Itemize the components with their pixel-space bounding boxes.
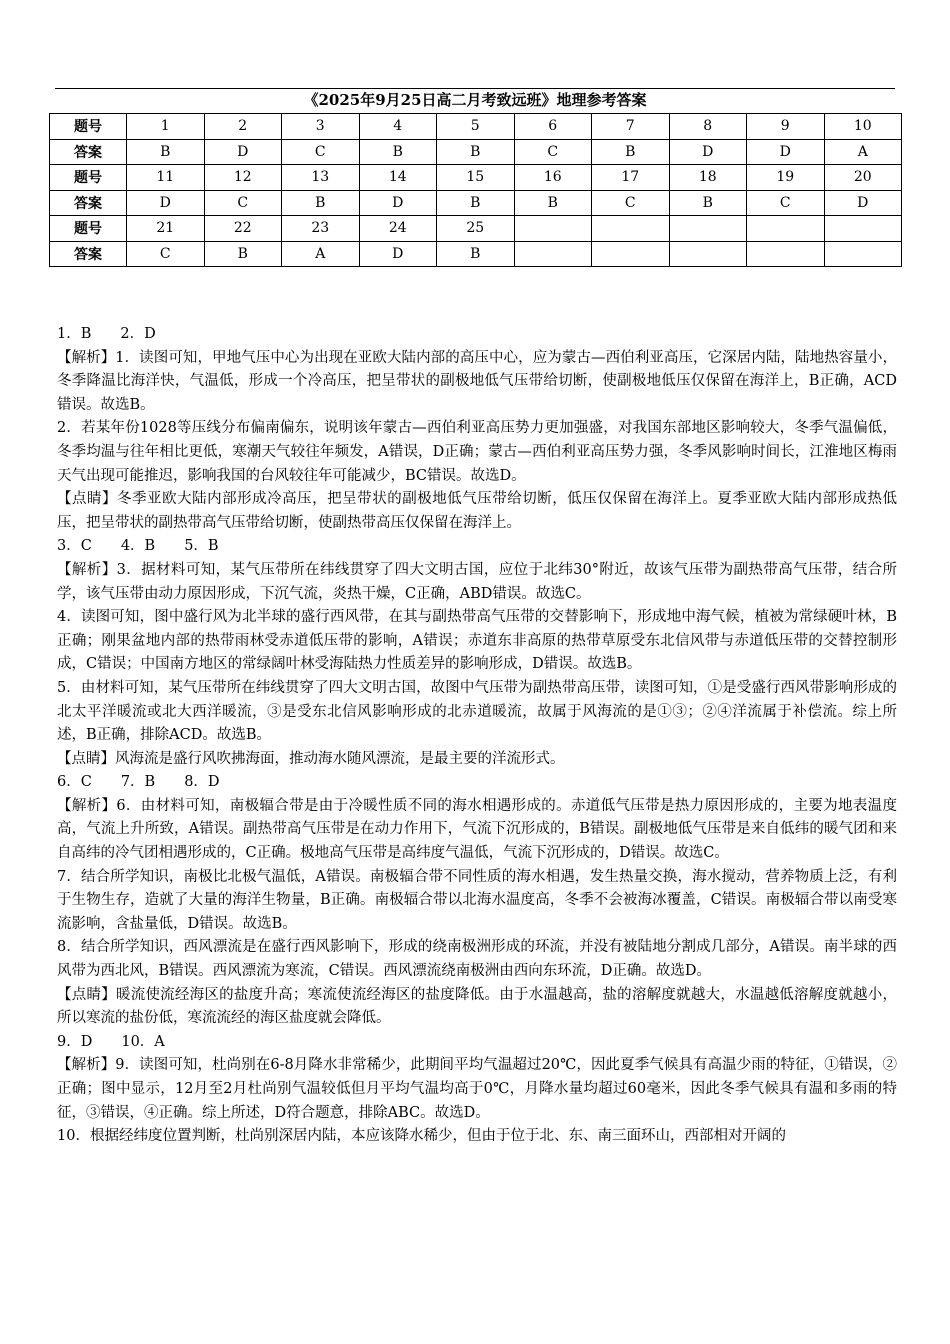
paragraph: 10．根据经纬度位置判断，杜尚别深居内陆，本应该降水稀少，但由于位于北、东、南三面环山，西部相对开阔的 [57, 1128, 786, 1145]
answer-cell: B [359, 139, 437, 165]
paragraph: 6．C 7．B 8．D [57, 774, 220, 791]
question-number-cell: 19 [747, 165, 825, 191]
table-row [50, 139, 902, 165]
paragraph: 【解析】9．读图可知，杜尚别在6-8月降水非常稀少，此期间平均气温超过20℃，因此夏季气候具有高温少雨的特征，①错误，②正确；图中显示，12月至2月杜尚别气温较低但月平均气温均高于0℃，月降水量均超过60毫米，因此冬季气候具有温和多雨的特征，③错误，④正确。综上所述，D符合题意，排除ABC。故选D。 [57, 1057, 897, 1121]
paragraph: 2．若某年份1028等压线分布偏南偏东，说明该年蒙古—西伯利亚高压势力更加强盛，对我国东部地区影响较大，冬季气温偏低，冬季均温与往年相比更低，寒潮天气较往年频发，A错误，D正确；蒙古—西伯利亚高压势力强，冬季风影响时间长，江淮地区梅雨天气出现可能推迟，影响我国的台风较往年可能减少，BC错误。故选D。 [57, 420, 897, 484]
question-number-cell: 11 [127, 165, 205, 191]
answer-cell: C [204, 190, 282, 216]
answer-cell: A [824, 139, 902, 165]
question-number-cell [592, 216, 670, 242]
question-number-cell: 18 [669, 165, 747, 191]
question-number-cell: 22 [204, 216, 282, 242]
row-header-question: 题号 [50, 114, 127, 140]
question-number-cell: 12 [204, 165, 282, 191]
question-number-cell: 4 [359, 114, 437, 140]
answer-cell: C [127, 241, 205, 267]
question-number-cell: 5 [437, 114, 515, 140]
answer-cell: B [437, 190, 515, 216]
row-header-answer: 答案 [50, 190, 127, 216]
question-number-cell: 21 [127, 216, 205, 242]
question-number-cell: 10 [824, 114, 902, 140]
answer-cell [747, 241, 825, 267]
paragraph: 4．读图可知，图中盛行风为北半球的盛行西风带，在其与副热带高气压带的交替影响下，形成地中海气候，植被为常绿硬叶林，B正确；刚果盆地内部的热带雨林受赤道低压带的影响，A错误；赤道东非高原的热带草原受东北信风带与赤道低压带的交替控制形成，C错误；中国南方地区的常绿阔叶林受海陆热力性质差异的影响形成，D错误。故选B。 [57, 609, 897, 673]
question-number-cell: 8 [669, 114, 747, 140]
answer-cell [824, 241, 902, 267]
answer-cell [514, 241, 592, 267]
answer-cell: C [592, 190, 670, 216]
answer-cell: B [204, 241, 282, 267]
paragraph: 【点睛】风海流是盛行风吹拂海面，推动海水随风漂流，是最主要的洋流形式。 [57, 750, 565, 767]
table-row [50, 165, 902, 191]
answer-cell: D [204, 139, 282, 165]
paragraph: 5．由材料可知，某气压带所在纬线贯穿了四大文明古国，故图中气压带为副热带高压带，读图可知，①是受盛行西风带影响形成的北太平洋暖流或北大西洋暖流，③是受东北信风影响形成的北赤道暖流，故属于风海流的是①③；②④洋流属于补偿流。综上所述，B正确，排除ACD。故选B。 [57, 679, 897, 744]
row-header-question: 题号 [50, 216, 127, 242]
answer-cell: D [127, 190, 205, 216]
top-rule [55, 88, 895, 89]
paragraph: 7．结合所学知识，南极比北极气温低，A错误。南极辐合带不同性质的海水相遇，发生热量交换，海水搅动，营养物质上泛，有利于生物生存，造就了大量的海洋生物量，B正确。南极辐合带以北海水温度高，冬季不会被海冰覆盖，C错误。南极辐合带以南受寒流影响，含盐量低，D错误。故选B。 [57, 868, 897, 932]
table-row [50, 241, 902, 267]
question-number-cell: 14 [359, 165, 437, 191]
answer-cell: B [514, 190, 592, 216]
question-number-cell: 15 [437, 165, 515, 191]
row-header-question: 题号 [50, 165, 127, 191]
answer-cell: B [437, 241, 515, 267]
answer-cell: D [669, 139, 747, 165]
answer-cell: B [669, 190, 747, 216]
paragraph: 【解析】1．读图可知，甲地气压中心为出现在亚欧大陆内部的高压中心，应为蒙古—西伯利亚高压，它深居内陆，陆地热容量小，冬季降温比海洋快，气温低，形成一个冷高压，把呈带状的副极地低气压带给切断，使副极地低压仅保留在海洋上，B正确，ACD错误。故选B。 [57, 349, 897, 413]
explanations [57, 323, 897, 1149]
answer-cell: B [592, 139, 670, 165]
answer-cell: C [514, 139, 592, 165]
question-number-cell: 16 [514, 165, 592, 191]
answer-cell: B [127, 139, 205, 165]
paragraph: 【解析】6．由材料可知，南极辐合带是由于冷暖性质不同的海水相遇形成的。赤道低气压带是热力原因形成的，主要为地表温度高，气流上升所致，A错误。副热带高气压带是在动力作用下，气流下沉形成的，B错误。副极地低气压带是来自低纬的暖气团和来自高纬的冷气团相遇形成的，C正确。极地高气压带是高纬度气温低，气流下沉形成的，D错误。故选C。 [57, 797, 897, 862]
question-number-cell: 7 [592, 114, 670, 140]
page-title: 《2025年9月25日高二月考致远班》地理参考答案 [303, 91, 647, 109]
question-number-cell [514, 216, 592, 242]
answer-cell: D [747, 139, 825, 165]
answer-cell: A [282, 241, 360, 267]
answer-cell: B [437, 139, 515, 165]
question-number-cell: 17 [592, 165, 670, 191]
question-number-cell: 2 [204, 114, 282, 140]
row-header-answer: 答案 [50, 241, 127, 267]
answer-cell [592, 241, 670, 267]
row-header-answer: 答案 [50, 139, 127, 165]
question-number-cell: 1 [127, 114, 205, 140]
answer-cell: C [282, 139, 360, 165]
question-number-cell: 23 [282, 216, 360, 242]
paragraph: 1．B 2．D [57, 326, 156, 342]
question-number-cell: 3 [282, 114, 360, 140]
paragraph: 8．结合所学知识，西风漂流是在盛行西风影响下，形成的绕南极洲形成的环流，并没有被陆地分割成几部分，A错误。南半球的西风带为西北风，B错误。西风漂流为寒流，C错误。西风漂流绕南极洲由西向东环流，D正确。故选D。 [57, 939, 897, 980]
question-number-cell: 20 [824, 165, 902, 191]
question-number-cell: 25 [437, 216, 515, 242]
question-number-cell [824, 216, 902, 242]
paragraph: 【点睛】暖流使流经海区的盐度升高；寒流使流经海区的盐度降低。由于水温越高，盐的溶解度就越大，水温越低溶解度就越小，所以寒流的盐份低，寒流流经的海区盐度就会降低。 [57, 986, 897, 1027]
answer-cell: C [747, 190, 825, 216]
answer-cell: D [359, 241, 437, 267]
question-number-cell: 6 [514, 114, 592, 140]
question-number-cell [669, 216, 747, 242]
paragraph: 【解析】3．据材料可知，某气压带所在纬线贯穿了四大文明古国，应位于北纬30°附近，故该气压带为副热带高气压带，结合所学，该气压带由动力原因形成，下沉气流，炎热干燥，C正确，ABD错误。故选C。 [57, 561, 897, 602]
answer-cell: D [359, 190, 437, 216]
paragraph: 9．D 10．A [57, 1033, 165, 1050]
table-row [50, 216, 902, 242]
answer-cell: B [282, 190, 360, 216]
question-number-cell: 9 [747, 114, 825, 140]
question-number-cell [747, 216, 825, 242]
table-row [50, 190, 902, 216]
answer-cell [669, 241, 747, 267]
answer-table [49, 113, 902, 267]
paragraph: 【点睛】冬季亚欧大陆内部形成冷高压，把呈带状的副极地低气压带给切断，低压仅保留在海洋上。夏季亚欧大陆内部形成热低压，把呈带状的副热带高气压带给切断，使副热带高压仅保留在海洋上。 [57, 491, 897, 531]
question-number-cell: 13 [282, 165, 360, 191]
table-row [50, 114, 902, 140]
paragraph: 3．C 4．B 5．B [57, 538, 219, 555]
answer-cell: D [824, 190, 902, 216]
question-number-cell: 24 [359, 216, 437, 242]
